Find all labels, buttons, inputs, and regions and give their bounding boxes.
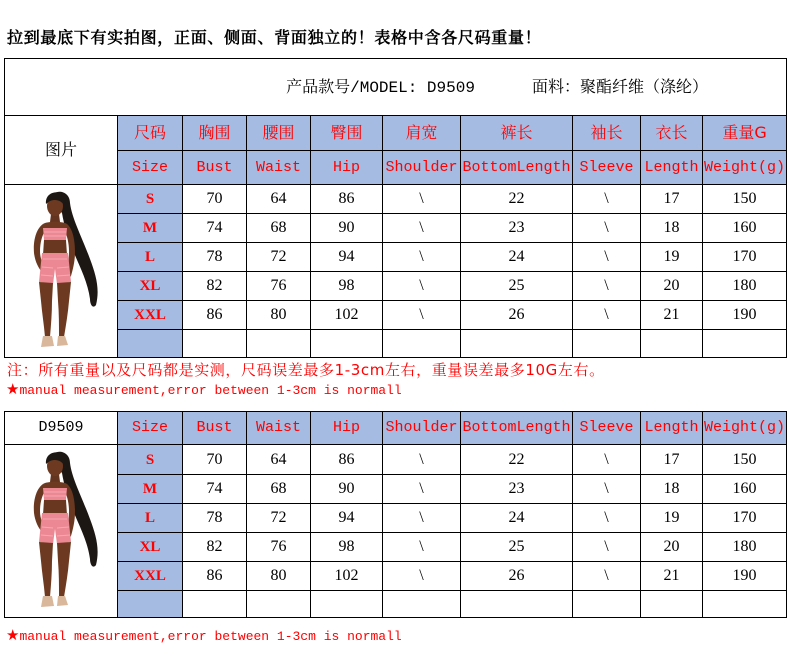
size-cell: M — [118, 214, 183, 243]
empty-cell — [183, 330, 247, 358]
bust-cell: 74 — [183, 214, 247, 243]
size-cell: XL — [118, 272, 183, 301]
hip-cell: 94 — [311, 243, 383, 272]
weight-cell: 180 — [703, 533, 787, 562]
header-shoulder-cn: 肩宽 — [383, 116, 461, 151]
header-length-cn: 衣长 — [641, 116, 703, 151]
model-photo — [16, 449, 106, 614]
bust-cell: 78 — [183, 243, 247, 272]
hip-cell: 98 — [311, 272, 383, 301]
header-size-en: Size — [118, 412, 183, 445]
shoulder-cell: \ — [383, 445, 461, 475]
header-sleeve-en: Sleeve — [573, 151, 641, 185]
table-row — [5, 504, 787, 533]
empty-cell — [573, 330, 641, 358]
waist-cell: 80 — [247, 301, 311, 330]
empty-cell — [247, 330, 311, 358]
shoulder-cell: \ — [383, 185, 461, 214]
size-cell-empty — [118, 330, 183, 358]
bust-cell: 70 — [183, 185, 247, 214]
weight-cell: 160 — [703, 475, 787, 504]
hip-cell: 86 — [311, 185, 383, 214]
size-cell: XXL — [118, 301, 183, 330]
bust-cell: 86 — [183, 301, 247, 330]
shoulders — [43, 221, 67, 228]
header-hip-en: Hip — [311, 412, 383, 445]
bust-cell: 82 — [183, 272, 247, 301]
waist-cell: 68 — [247, 475, 311, 504]
table-row — [5, 272, 787, 301]
table-row — [5, 243, 787, 272]
pink-shorts — [39, 253, 71, 284]
bust-cell: 78 — [183, 504, 247, 533]
weight-cell: 190 — [703, 562, 787, 591]
weight-cell: 170 — [703, 504, 787, 533]
length-cell: 18 — [641, 214, 703, 243]
bottom-length-cell: 22 — [461, 185, 573, 214]
weight-cell: 150 — [703, 445, 787, 475]
empty-cell — [573, 591, 641, 618]
header-size-en: Size — [118, 151, 183, 185]
sleeve-cell: \ — [573, 185, 641, 214]
midriff — [43, 240, 67, 255]
empty-cell — [461, 330, 573, 358]
table-row — [5, 185, 787, 214]
header-row-en — [5, 151, 787, 185]
top-notice: 拉到最底下有实拍图，正面、侧面、背面独立的！表格中含各尺码重量！ — [7, 28, 542, 47]
photo-cell — [5, 185, 118, 358]
weight-cell: 150 — [703, 185, 787, 214]
header-row-en — [5, 412, 787, 445]
size-cell: L — [118, 504, 183, 533]
sleeve-cell: \ — [573, 504, 641, 533]
size-chart-table-1 — [4, 58, 787, 358]
table-row — [5, 301, 787, 330]
header-hip-en: Hip — [311, 151, 383, 185]
bottom-measurement-note-text: manual measurement,error between 1-3cm is normall — [19, 629, 402, 644]
header-bottom-length-cn: 裤长 — [461, 116, 573, 151]
header-bust-en: Bust — [183, 412, 247, 445]
waist-cell: 80 — [247, 562, 311, 591]
model-photo — [16, 189, 106, 354]
empty-cell — [247, 591, 311, 618]
header-shoulder-en: Shoulder — [383, 412, 461, 445]
measurement-note-en — [6, 381, 402, 399]
header-bottom-length-en: BottomLength — [461, 412, 573, 445]
sleeve-cell: \ — [573, 272, 641, 301]
shoulder-cell: \ — [383, 243, 461, 272]
waist-cell: 72 — [247, 243, 311, 272]
model-cell — [5, 59, 787, 116]
shoulder-cell: \ — [383, 562, 461, 591]
fabric-label: 面料：聚酯纤维（涤纶） — [532, 76, 709, 96]
sleeve-cell: \ — [573, 243, 641, 272]
measurement-note-text: manual measurement,error between 1-3cm is normall — [19, 383, 402, 398]
empty-cell — [461, 591, 573, 618]
bottom-length-cell: 24 — [461, 504, 573, 533]
shoulders — [43, 481, 67, 488]
header-waist-cn: 腰围 — [247, 116, 311, 151]
empty-cell — [383, 591, 461, 618]
waist-cell: 76 — [247, 533, 311, 562]
model-number: D9509 — [5, 412, 118, 445]
length-cell: 19 — [641, 243, 703, 272]
length-cell: 18 — [641, 475, 703, 504]
size-cell: XL — [118, 533, 183, 562]
size-cell: S — [118, 445, 183, 475]
header-waist-en: Waist — [247, 412, 311, 445]
hip-cell: 98 — [311, 533, 383, 562]
header-bottom-length-en: BottomLength — [461, 151, 573, 185]
header-weight-en: Weight(g) — [703, 412, 787, 445]
pink-shorts — [39, 513, 71, 544]
header-weight-cn: 重量G — [703, 116, 787, 151]
empty-cell — [311, 330, 383, 358]
bust-cell: 70 — [183, 445, 247, 475]
header-waist-en: Waist — [247, 151, 311, 185]
empty-cell — [641, 591, 703, 618]
table-row — [5, 562, 787, 591]
hip-cell: 102 — [311, 562, 383, 591]
hip-cell: 86 — [311, 445, 383, 475]
table-row — [5, 475, 787, 504]
hip-cell: 90 — [311, 475, 383, 504]
photo-cell — [5, 445, 118, 618]
header-size-cn: 尺码 — [118, 116, 183, 151]
legs — [39, 282, 71, 337]
shoulder-cell: \ — [383, 475, 461, 504]
size-cell: M — [118, 475, 183, 504]
pink-top — [43, 488, 67, 500]
length-cell: 20 — [641, 533, 703, 562]
bottom-length-cell: 25 — [461, 533, 573, 562]
size-cell: S — [118, 185, 183, 214]
waist-cell: 76 — [247, 272, 311, 301]
waist-cell: 64 — [247, 445, 311, 475]
waist-cell: 72 — [247, 504, 311, 533]
bottom-length-cell: 22 — [461, 445, 573, 475]
sandals — [41, 596, 68, 607]
weight-cell: 180 — [703, 272, 787, 301]
shoulder-cell: \ — [383, 272, 461, 301]
length-cell: 17 — [641, 445, 703, 475]
bottom-length-cell: 24 — [461, 243, 573, 272]
header-row-cn — [5, 116, 787, 151]
sleeve-cell: \ — [573, 301, 641, 330]
bottom-measurement-note — [6, 627, 402, 645]
waist-cell: 68 — [247, 214, 311, 243]
empty-cell — [183, 591, 247, 618]
hip-cell: 90 — [311, 214, 383, 243]
header-shoulder-en: Shoulder — [383, 151, 461, 185]
length-cell: 19 — [641, 504, 703, 533]
sleeve-cell: \ — [573, 562, 641, 591]
sandals — [41, 336, 68, 347]
size-chart-table-2 — [4, 411, 787, 618]
weight-cell: 170 — [703, 243, 787, 272]
model-label: 产品款号/MODEL: D9509 — [286, 78, 475, 97]
header-sleeve-cn: 袖长 — [573, 116, 641, 151]
empty-cell — [311, 591, 383, 618]
model-row — [5, 59, 787, 116]
header-hip-cn: 臀围 — [311, 116, 383, 151]
header-length-en: Length — [641, 412, 703, 445]
table-row — [5, 214, 787, 243]
waist-cell: 64 — [247, 185, 311, 214]
hip-cell: 94 — [311, 504, 383, 533]
bottom-length-cell: 26 — [461, 562, 573, 591]
empty-cell — [383, 330, 461, 358]
bottom-length-cell: 25 — [461, 272, 573, 301]
legs — [39, 542, 71, 597]
weight-cell: 190 — [703, 301, 787, 330]
table-row — [5, 533, 787, 562]
sleeve-cell: \ — [573, 533, 641, 562]
header-bust-cn: 胸围 — [183, 116, 247, 151]
sleeve-cell: \ — [573, 214, 641, 243]
length-cell: 17 — [641, 185, 703, 214]
header-sleeve-en: Sleeve — [573, 412, 641, 445]
header-weight-en: Weight(g) — [703, 151, 787, 185]
shoulder-cell: \ — [383, 504, 461, 533]
bust-cell: 82 — [183, 533, 247, 562]
length-cell: 21 — [641, 301, 703, 330]
sleeve-cell: \ — [573, 445, 641, 475]
shoulder-cell: \ — [383, 214, 461, 243]
length-cell: 21 — [641, 562, 703, 591]
shoulder-cell: \ — [383, 301, 461, 330]
bust-cell: 74 — [183, 475, 247, 504]
bust-cell: 86 — [183, 562, 247, 591]
size-cell: XXL — [118, 562, 183, 591]
midriff — [43, 500, 67, 515]
size-cell-empty — [118, 591, 183, 618]
bottom-length-cell: 23 — [461, 475, 573, 504]
table-row — [5, 445, 787, 475]
image-header: 图片 — [5, 116, 118, 185]
bottom-length-cell: 23 — [461, 214, 573, 243]
length-cell: 20 — [641, 272, 703, 301]
measurement-note-cn: 注：所有重量以及尺码都是实测，尺码误差最多1-3cm左右，重量误差最多10G左右。 — [7, 361, 605, 379]
star-icon: ★ — [6, 626, 20, 644]
bottom-length-cell: 26 — [461, 301, 573, 330]
shoulder-cell: \ — [383, 533, 461, 562]
empty-cell — [641, 330, 703, 358]
header-length-en: Length — [641, 151, 703, 185]
hip-cell: 102 — [311, 301, 383, 330]
header-bust-en: Bust — [183, 151, 247, 185]
empty-cell — [703, 330, 787, 358]
pink-top — [43, 228, 67, 240]
table-row-empty — [5, 591, 787, 618]
table-row-empty — [5, 330, 787, 358]
sleeve-cell: \ — [573, 475, 641, 504]
size-cell: L — [118, 243, 183, 272]
star-icon: ★ — [6, 380, 20, 398]
weight-cell: 160 — [703, 214, 787, 243]
empty-cell — [703, 591, 787, 618]
